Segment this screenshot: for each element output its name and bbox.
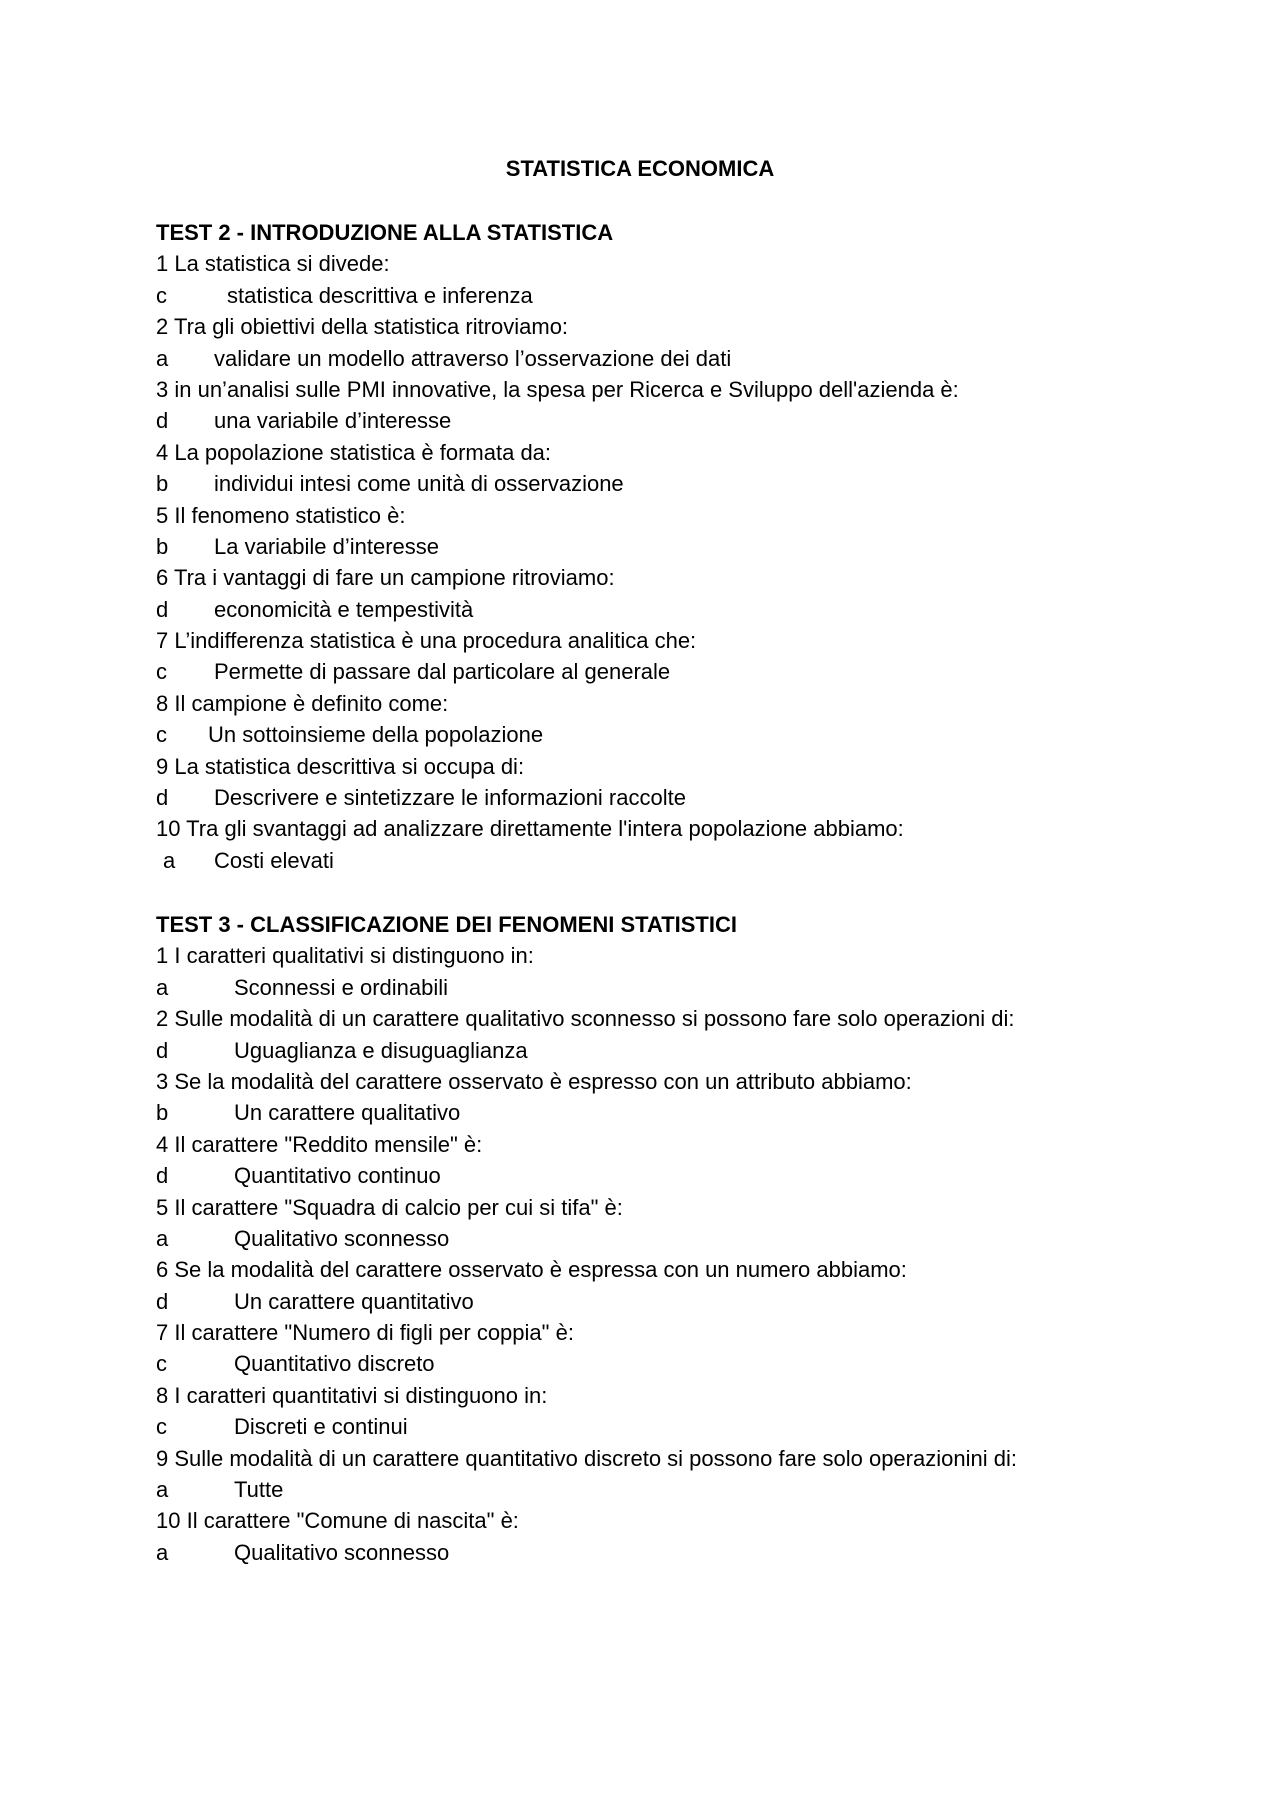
question-text: 7 L’indifferenza statistica è una procedura analitica che: — [156, 628, 697, 654]
answer-text: Descrivere e sintetizzare le informazioni raccolte — [214, 785, 686, 811]
question-text: 1 La statistica si divede: — [156, 251, 390, 277]
answer-line — [156, 1097, 1156, 1128]
answer-text: Costi elevati — [214, 847, 334, 873]
question-item — [156, 500, 1156, 563]
question-item — [156, 751, 1156, 814]
question-item — [156, 1066, 1156, 1129]
answer-letter: a — [156, 1539, 169, 1565]
answer-text: Sconnessi e ordinabili — [234, 974, 449, 1000]
question-text: 8 Il campione è definito come: — [156, 690, 449, 716]
question-text: 1 I caratteri qualitativi si distinguono in: — [156, 943, 534, 969]
answer-text: Discreti e continui — [234, 1414, 408, 1440]
answer-letter: b — [156, 533, 169, 559]
question-item — [156, 1443, 1156, 1506]
answer-line — [156, 1286, 1156, 1317]
document-title: STATISTICA ECONOMICA — [505, 156, 775, 181]
test-2-section — [156, 217, 1156, 876]
answer-line — [156, 782, 1156, 813]
question-item — [156, 1317, 1156, 1380]
answer-line — [156, 1223, 1156, 1254]
question-text: 5 Il carattere "Squadra di calcio per cui si tifa" è: — [156, 1194, 623, 1220]
question-text: 5 Il fenomeno statistico è: — [156, 502, 406, 528]
answer-line — [156, 405, 1156, 436]
answer-line — [156, 845, 1156, 876]
answer-letter: a — [163, 847, 176, 873]
answer-text: Un sottoinsieme della popolazione — [208, 722, 544, 748]
answer-text: Quantitativo continuo — [234, 1163, 441, 1189]
answer-text: La variabile d’interesse — [214, 533, 440, 559]
question-text: 6 Tra i vantaggi di fare un campione ritroviamo: — [156, 565, 615, 591]
question-text: 3 Se la modalità del carattere osservato è espresso con un attributo abbiamo: — [156, 1068, 912, 1094]
answer-letter: c — [156, 659, 167, 685]
question-item — [156, 437, 1156, 500]
answer-text: Un carattere qualitativo — [234, 1100, 461, 1126]
answer-line — [156, 1537, 1156, 1568]
answer-line — [156, 594, 1156, 625]
question-list — [156, 248, 1156, 876]
answer-letter: d — [156, 1037, 169, 1063]
answer-letter: c — [156, 282, 167, 308]
answer-letter: a — [156, 974, 169, 1000]
answer-line — [156, 468, 1156, 499]
answer-letter: b — [156, 471, 169, 497]
answer-line — [156, 1160, 1156, 1191]
answer-letter: a — [156, 345, 169, 371]
answer-text: una variabile d’interesse — [214, 408, 452, 434]
section-title: TEST 2 - INTRODUZIONE ALLA STATISTICA — [156, 220, 614, 245]
question-item — [156, 688, 1156, 751]
answer-letter: d — [156, 1288, 169, 1314]
question-item — [156, 562, 1156, 625]
question-text: 10 Il carattere "Comune di nascita" è: — [156, 1508, 519, 1534]
answer-letter: d — [156, 785, 169, 811]
answer-letter: b — [156, 1100, 169, 1126]
answer-letter: c — [156, 1414, 167, 1440]
answer-text: Permette di passare dal particolare al generale — [214, 659, 671, 685]
answer-line — [156, 972, 1156, 1003]
question-text: 3 in un’analisi sulle PMI innovative, la spesa per Ricerca e Sviluppo dell'azienda è: — [156, 376, 959, 402]
question-text: 4 La popolazione statistica è formata da: — [156, 439, 552, 465]
question-item — [156, 311, 1156, 374]
question-text: 2 Sulle modalità di un carattere qualitativo sconnesso si possono fare solo operazioni di: — [156, 1006, 1015, 1032]
question-item — [156, 1129, 1156, 1192]
answer-line — [156, 280, 1156, 311]
answer-letter: d — [156, 1163, 169, 1189]
answer-text: Un carattere quantitativo — [234, 1288, 474, 1314]
test-3-section — [156, 909, 1156, 1568]
answer-text: Tutte — [234, 1477, 284, 1503]
question-text: 7 Il carattere "Numero di figli per coppia" è: — [156, 1320, 574, 1346]
question-item — [156, 1192, 1156, 1255]
answer-text: individui intesi come unità di osservazione — [214, 471, 624, 497]
answer-line — [156, 531, 1156, 562]
question-item — [156, 813, 1156, 876]
answer-letter: d — [156, 596, 169, 622]
question-list — [156, 940, 1156, 1568]
answer-letter: a — [156, 1477, 169, 1503]
answer-text: validare un modello attraverso l’osservazione dei dati — [214, 345, 732, 371]
answer-line — [156, 656, 1156, 687]
answer-line — [156, 343, 1156, 374]
question-item — [156, 1254, 1156, 1317]
question-item — [156, 1003, 1156, 1066]
question-item — [156, 940, 1156, 1003]
answer-text: Qualitativo sconnesso — [234, 1225, 450, 1251]
answer-line — [156, 1474, 1156, 1505]
answer-line — [156, 719, 1156, 750]
question-item — [156, 248, 1156, 311]
question-text: 2 Tra gli obiettivi della statistica ritroviamo: — [156, 314, 569, 340]
question-text: 9 Sulle modalità di un carattere quantitativo discreto si possono fare solo operazionini di: — [156, 1445, 1017, 1471]
answer-letter: c — [156, 722, 167, 748]
answer-line — [156, 1411, 1156, 1442]
question-item — [156, 374, 1156, 437]
answer-text: Qualitativo sconnesso — [234, 1539, 450, 1565]
answer-letter: a — [156, 1225, 169, 1251]
answer-text: statistica descrittiva e inferenza — [227, 282, 533, 308]
answer-letter: c — [156, 1351, 167, 1377]
answer-line — [156, 1348, 1156, 1379]
question-item — [156, 625, 1156, 688]
question-item — [156, 1505, 1156, 1568]
answer-text: Uguaglianza e disuguaglianza — [234, 1037, 528, 1063]
question-text: 8 I caratteri quantitativi si distinguono in: — [156, 1382, 548, 1408]
question-text: 6 Se la modalità del carattere osservato è espressa con un numero abbiamo: — [156, 1257, 907, 1283]
answer-text: Quantitativo discreto — [234, 1351, 435, 1377]
question-text: 4 Il carattere "Reddito mensile" è: — [156, 1131, 483, 1157]
section-title: TEST 3 - CLASSIFICAZIONE DEI FENOMENI STATISTICI — [156, 912, 737, 937]
question-text: 9 La statistica descrittiva si occupa di: — [156, 753, 525, 779]
answer-text: economicità e tempestività — [214, 596, 474, 622]
question-text: 10 Tra gli svantaggi ad analizzare direttamente l'intera popolazione abbiamo: — [156, 816, 904, 842]
answer-letter: d — [156, 408, 169, 434]
answer-line — [156, 1035, 1156, 1066]
question-item — [156, 1380, 1156, 1443]
